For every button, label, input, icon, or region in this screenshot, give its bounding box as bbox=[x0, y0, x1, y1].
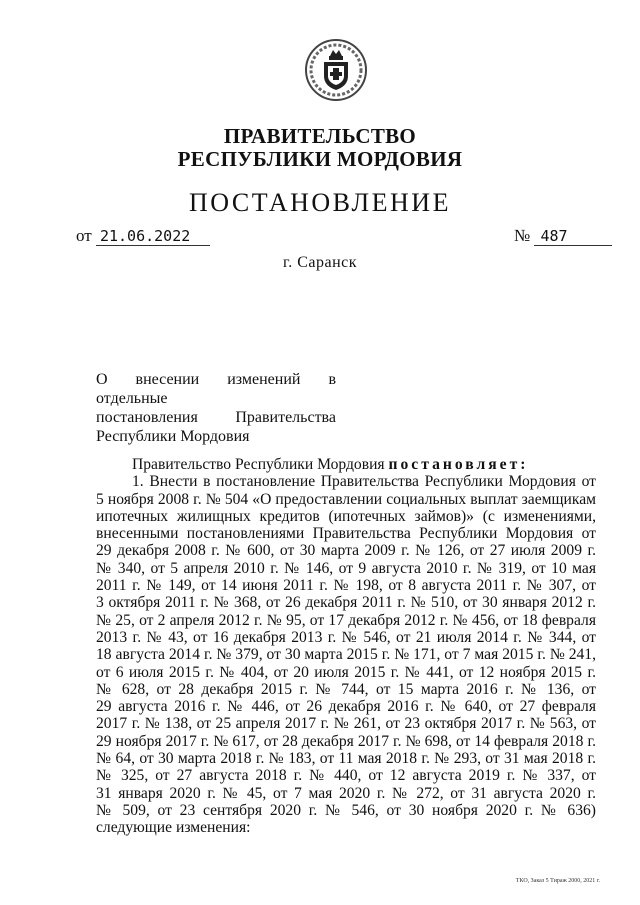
body-line: 29 ноября 2017 г. № 617, от 28 декабря 2017 г. № 698, от 14 февраля 2018 г. bbox=[96, 732, 596, 750]
body-line: № 64, от 30 марта 2018 г. № 183, от 11 мая 2018 г. № 293, от 31 мая 2018 г. bbox=[96, 750, 596, 768]
body-line: 18 августа 2014 г. № 379, от 30 марта 2015 г. № 171, от 7 мая 2015 г. № 241, bbox=[96, 646, 596, 664]
body-line: следующие изменения: bbox=[96, 819, 251, 837]
body-line: 5 ноября 2008 г. № 504 «О предоставлении социальных выплат заемщикам bbox=[96, 490, 596, 508]
intro-line bbox=[96, 456, 596, 473]
print-footer: ТКО, Заказ 5 Тираж 2000, 2021 г. bbox=[515, 878, 600, 884]
body-line: внесенными постановлениями Правительства Республики Мордовия от bbox=[96, 525, 596, 543]
subject-block bbox=[96, 370, 336, 446]
body-line: 29 августа 2016 г. № 446, от 26 декабря 2016 г. № 640, от 27 февраля bbox=[96, 698, 596, 716]
government-title-line1: ПРАВИТЕЛЬСТВО bbox=[223, 124, 417, 148]
body-line: № 628, от 28 декабря 2015 г. № 744, от 15 марта 2016 г. № 136, от bbox=[96, 680, 596, 698]
body-line: 2013 г. № 43, от 16 декабря 2013 г. № 546, от 21 июля 2014 г. № 344, от bbox=[96, 628, 596, 646]
body-line: № 509, от 23 сентября 2020 г. № 546, от 30 ноября 2020 г. № 636) bbox=[96, 801, 596, 819]
number-prefix: № bbox=[514, 226, 531, 245]
number-row bbox=[514, 226, 612, 246]
body-line: № 25, от 2 апреля 2012 г. № 95, от 17 декабря 2012 г. № 456, от 18 февраля bbox=[96, 611, 596, 629]
decree-body bbox=[96, 456, 596, 837]
date-value: 21.06.2022 bbox=[96, 227, 210, 246]
document-type-title: ПОСТАНОВЛЕНИЕ bbox=[189, 188, 451, 217]
subject-line: постановления Правительства bbox=[96, 409, 336, 426]
body-line: от 6 июля 2015 г. № 404, от 20 июля 2015 г. № 441, от 12 ноября 2015 г. bbox=[96, 663, 596, 681]
city: г. Саранск bbox=[282, 254, 358, 271]
body-line: 2017 г. № 138, от 25 апреля 2017 г. № 261, от 23 октября 2017 г. № 563, от bbox=[96, 715, 596, 733]
subject-line: Республики Мордовия bbox=[96, 428, 250, 445]
body-line: № 325, от 27 августа 2018 г. № 440, от 12 августа 2019 г. № 337, от bbox=[96, 767, 596, 785]
body-line: 2011 г. № 149, от 14 июня 2011 г. № 198, от 8 августа 2011 г. № 307, от bbox=[96, 577, 596, 595]
government-title-line2: РЕСПУБЛИКИ МОРДОВИЯ bbox=[177, 147, 463, 171]
body-line: ипотечных жилищных кредитов (ипотечных займов)» (с изменениями, bbox=[96, 507, 596, 525]
date-prefix: от bbox=[76, 226, 92, 245]
intro-keyword: постановляет: bbox=[388, 456, 529, 473]
intro-text: Правительство Республики Мордовия bbox=[132, 456, 385, 473]
body-line: 31 января 2020 г. № 45, от 7 мая 2020 г. № 272, от 31 августа 2020 г. bbox=[96, 784, 596, 802]
subject-line: О внесении изменений в отдельные bbox=[96, 371, 336, 407]
body-line: 29 декабря 2008 г. № 600, от 30 марта 2009 г. № 126, от 27 июля 2009 г. bbox=[96, 542, 596, 560]
body-line: № 340, от 5 апреля 2010 г. № 146, от 9 августа 2010 г. № 319, от 10 мая bbox=[96, 559, 596, 577]
number-value: 487 bbox=[534, 227, 612, 246]
body-line: 1. Внести в постановление Правительства Республики Мордовия от bbox=[132, 473, 596, 491]
date-row bbox=[76, 226, 210, 246]
body-line: 3 октября 2011 г. № 368, от 26 декабря 2011 г. № 510, от 30 января 2012 г. bbox=[96, 594, 596, 612]
coat-of-arms-emblem-icon bbox=[300, 32, 372, 104]
